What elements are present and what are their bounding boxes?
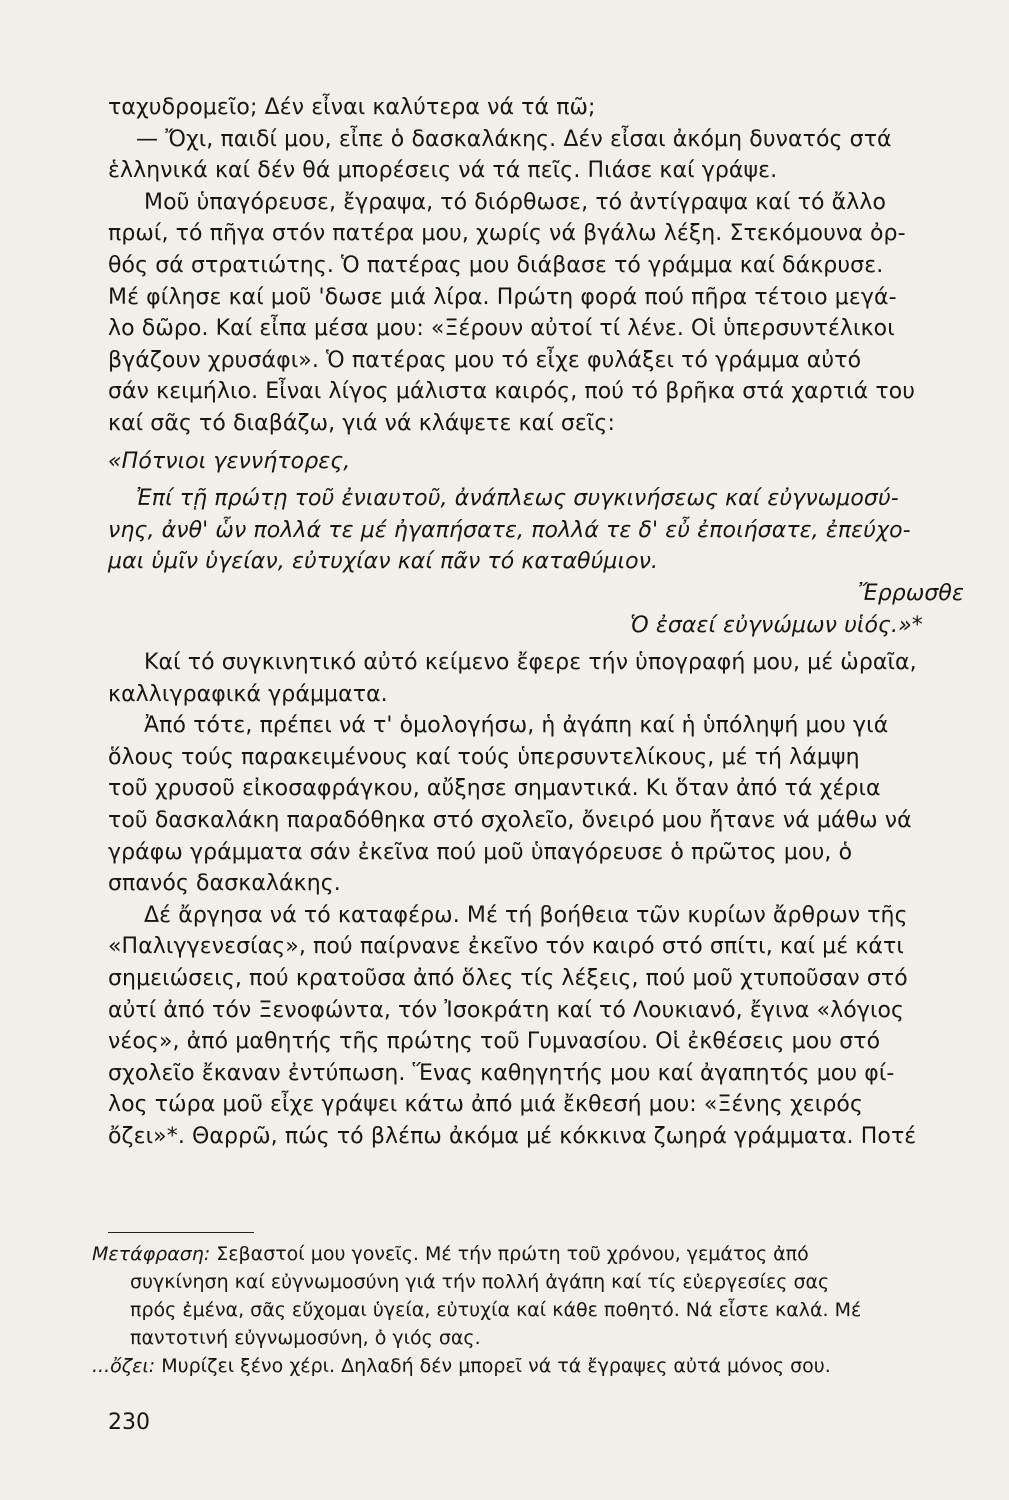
text-line: «Παλιγγενεσίας», πού παίρνανε ἐκεῖνο τόν καιρό στό σπίτι, καί μέ κάτι xyxy=(108,934,904,960)
text-line: νέος», ἀπό μαθητής τῆς πρώτης τοῦ Γυμνασίου. Οἱ ἐκθέσεις μου στό xyxy=(108,1029,881,1055)
text-line: θός σά στρατιώτης. Ὁ πατέρας μου διάβασε τό γράμμα καί δάκρυσε. xyxy=(108,252,884,278)
text-line: σάν κειμήλιο. Εἶναι λίγος μάλιστα καιρός, πού τό βρῆκα στά χαρτιά του xyxy=(108,379,916,405)
text-line: βγάζουν χρυσάφι». Ὁ πατέρας μου τό εἶχε φυλάξει τό γράμμα αὐτό xyxy=(108,347,862,373)
footnote-text: Μυρίζει ξένο χέρι. Δηλαδή δέν μπορεῖ νά τά ἔγραψες αὐτά μόνος σου. xyxy=(161,1355,831,1377)
paragraph-start: Μοῦ ὑπαγόρευσε, ἔγραψα, τό διόρθωσε, τό ἀντίγραψα καί τό ἄλλο xyxy=(144,189,887,215)
text-line: σπανός δασκαλάκης. xyxy=(108,871,341,897)
footnote-label: ...ὄζει: xyxy=(92,1355,156,1377)
text-line: σχολεῖο ἔκαναν ἐντύπωση. Ἕνας καθηγητής μου καί ἀγαπητός μου φί- xyxy=(108,1060,895,1086)
letter-line: Ἐπί τῇ πρώτῃ τοῦ ἐνιαυτοῦ, ἀνάπλεως συγκινήσεως καί εὐγνωμοσύ- xyxy=(136,486,899,512)
letter-line: μαι ὑμῖν ὑγείαν, εὐτυχίαν καί πᾶν τό καταθύμιον. xyxy=(108,549,659,575)
footnote-translation xyxy=(92,1240,972,1268)
text-line: σημειώσεις, πού κρατοῦσα ἀπό ὅλες τίς λέξεις, πού μοῦ χτυποῦσαν στό xyxy=(108,966,908,992)
dialogue-line: — Ὄχι, παιδί μου, εἶπε ὁ δασκαλάκης. Δέν εἶσαι ἀκόμη δυνατός στά xyxy=(136,126,892,152)
letter-signature: Ὁ ἐσαεί εὐγνώμων υἱός.»* xyxy=(630,612,923,638)
text-line: τοῦ δασκαλάκη παραδόθηκα στό σχολεῖο, ὄνειρό μου ἤτανε νά μάθω νά xyxy=(108,808,912,834)
text-line: ὄζει»*. Θαρρῶ, πώς τό βλέπω ἀκόμα μέ κόκκινα ζωηρά γράμματα. Ποτέ xyxy=(108,1124,917,1149)
text-line: τοῦ χρυσοῦ εἰκοσαφράγκου, αὔξησε σημαντικά. Κι ὅταν ἀπό τά χέρια xyxy=(108,776,881,802)
letter-closing: Ἔρρωσθε xyxy=(857,580,964,606)
main-text xyxy=(108,92,988,1153)
footnote-divider xyxy=(108,1232,254,1233)
text-line: ὅλους τούς παρακειμένους καί τούς ὑπερσυντελίκους, μέ τή λάμψη xyxy=(108,744,860,770)
text-line: λος τώρα μοῦ εἶχε γράψει κάτω ἀπό μιά ἔκθεσή μου: «Ξένης χειρός xyxy=(108,1092,863,1118)
footnote-text: πρός ἐμένα, σᾶς εὔχομαι ὑγεία, εὐτυχία καί κάθε ποθητό. Νά εἶστε καλά. Μέ xyxy=(130,1299,862,1321)
footnotes xyxy=(92,1240,972,1380)
text-line: ταχυδρομεῖο; Δέν εἶναι καλύτερα νά τά πῶ; xyxy=(108,95,596,120)
letter-salutation: «Πότνιοι γεννήτορες, xyxy=(108,448,351,474)
footnote-text: παντοτινή εὐγνωμοσύνη, ὁ γιός σας. xyxy=(130,1327,481,1349)
page-number: 230 xyxy=(108,1410,150,1435)
footnote-text: Σεβαστοί μου γονεῖς. Μέ τήν πρώτη τοῦ χρόνου, γεμάτος ἀπό xyxy=(216,1243,809,1265)
text-line: πρωί, τό πῆγα στόν πατέρα μου, χωρίς νά βγάλω λέξη. Στεκόμουνα ὀρ- xyxy=(108,221,906,247)
text-line: καί σᾶς τό διαβάζω, γιά νά κλάψετε καί σεῖς: xyxy=(108,410,615,436)
text-line: Μέ φίλησε καί μοῦ 'δωσε μιά λίρα. Πρώτη φορά πού πῆρα τέτοιο μεγά- xyxy=(108,284,897,310)
footnote-ozei xyxy=(92,1352,972,1380)
paragraph-start: Ἀπό τότε, πρέπει νά τ' ὁμολογήσω, ἡ ἀγάπη καί ἡ ὑπόληψή μου γιά xyxy=(144,713,889,739)
letter-line: νης, ἀνθ' ὧν πολλά τε μέ ἠγαπήσατε, πολλά τε δ' εὖ ἐποιήσατε, ἐπεύχο- xyxy=(108,517,911,543)
paragraph-start: Δέ ἄργησα νά τό καταφέρω. Μέ τή βοήθεια τῶν κυρίων ἄρθρων τῆς xyxy=(144,902,908,928)
text-line: ἑλληνικά καί δέν θά μπορέσεις νά τά πεῖς. Πιάσε καί γράψε. xyxy=(108,158,778,184)
text-line: γράφω γράμματα σάν ἐκεῖνα πού μοῦ ὑπαγόρευσε ὁ πρῶτος μου, ὁ xyxy=(108,839,853,865)
text-line: λο δῶρο. Καί εἶπα μέσα μου: «Ξέρουν αὐτοί τί λένε. Οἱ ὑπερσυντέλικοι xyxy=(108,316,895,342)
footnote-label: Μετάφραση: xyxy=(92,1243,211,1265)
text-line: αὐτί ἀπό τόν Ξενοφώντα, τόν Ἰσοκράτη καί τό Λουκιανό, ἔγινα «λόγιος xyxy=(108,997,905,1023)
footnote-text: συγκίνηση καί εὐγνωμοσύνη γιά τήν πολλή ἀγάπη καί τίς εὐεργεσίες σας xyxy=(130,1271,830,1293)
text-line: καλλιγραφικά γράμματα. xyxy=(108,681,388,707)
paragraph-start: Καί τό συγκινητικό αὐτό κείμενο ἔφερε τήν ὑπογραφή μου, μέ ὡραῖα, xyxy=(144,650,917,676)
